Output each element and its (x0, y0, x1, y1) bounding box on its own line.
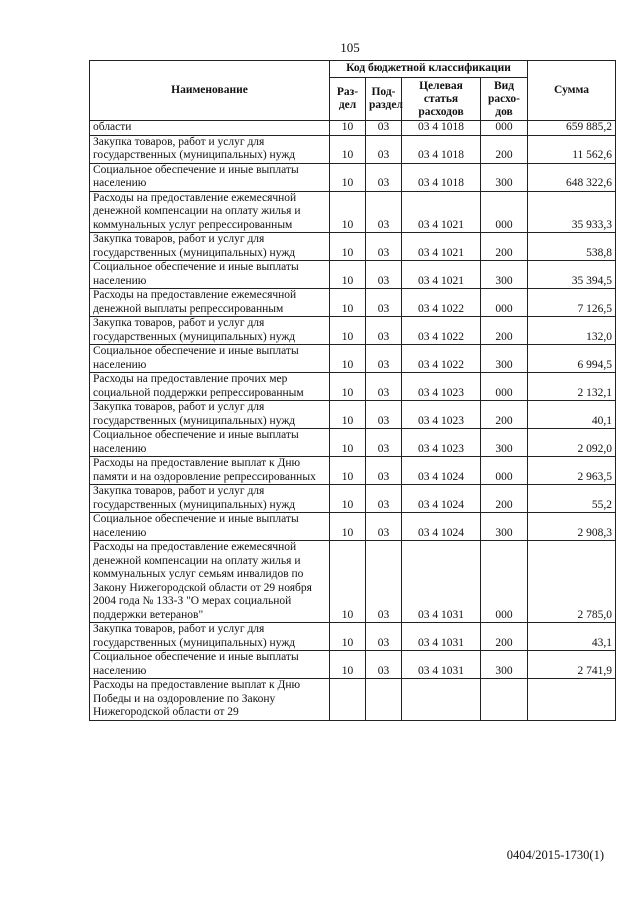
cell-target: 03 4 1031 (402, 623, 481, 651)
table-row (90, 623, 616, 651)
table-row (90, 233, 616, 261)
cell-name: Расходы на предоставление выплат к Дню памяти и на оздоровление репрессированных (90, 457, 330, 485)
cell-name: Социальное обеспечение и иные выплаты населению (90, 261, 330, 289)
cell-kind: 300 (481, 261, 528, 289)
header-classification-group: Код бюджетной классификации (330, 61, 528, 78)
cell-kind: 000 (481, 191, 528, 233)
document-number: 0404/2015-1730(1) (506, 848, 604, 862)
cell-subsection: 03 (366, 541, 402, 623)
cell-kind: 200 (481, 401, 528, 429)
table-row (90, 651, 616, 679)
cell-name: Социальное обеспечение и иные выплаты населению (90, 513, 330, 541)
cell-kind: 200 (481, 485, 528, 513)
cell-section: 10 (330, 345, 366, 373)
cell-sum: 132,0 (528, 317, 616, 345)
table-row (90, 373, 616, 401)
table-row (90, 345, 616, 373)
cell-section: 10 (330, 541, 366, 623)
cell-name: Закупка товаров, работ и услуг для государственных (муниципальных) нужд (90, 135, 330, 163)
cell-section: 10 (330, 233, 366, 261)
cell-kind: 300 (481, 163, 528, 191)
cell-target: 03 4 1031 (402, 541, 481, 623)
cell-kind: 000 (481, 121, 528, 136)
cell-section: 10 (330, 261, 366, 289)
budget-table (89, 60, 616, 721)
cell-kind: 300 (481, 345, 528, 373)
cell-kind: 300 (481, 513, 528, 541)
cell-sum: 2 741,9 (528, 651, 616, 679)
table-row (90, 135, 616, 163)
table-row (90, 457, 616, 485)
header-sum: Сумма (528, 61, 616, 121)
cell-kind (481, 679, 528, 721)
header-row-group (90, 61, 616, 78)
cell-sum: 35 394,5 (528, 261, 616, 289)
cell-name: Закупка товаров, работ и услуг для государственных (муниципальных) нужд (90, 485, 330, 513)
cell-sum: 35 933,3 (528, 191, 616, 233)
cell-section: 10 (330, 191, 366, 233)
header-section-text: Раз- дел (336, 86, 359, 111)
cell-subsection: 03 (366, 261, 402, 289)
cell-target: 03 4 1023 (402, 429, 481, 457)
cell-sum: 55,2 (528, 485, 616, 513)
cell-subsection: 03 (366, 401, 402, 429)
cell-name: Расходы на предоставление ежемесячной денежной компенсации на оплату жилья и коммунальных услуг репрессированным (90, 191, 330, 233)
cell-name: Социальное обеспечение и иные выплаты населению (90, 163, 330, 191)
cell-name: Расходы на предоставление ежемесячной денежной выплаты репрессированным (90, 289, 330, 317)
cell-target (402, 679, 481, 721)
cell-subsection: 03 (366, 191, 402, 233)
table-row (90, 191, 616, 233)
cell-target: 03 4 1031 (402, 651, 481, 679)
cell-target: 03 4 1024 (402, 513, 481, 541)
cell-subsection (366, 679, 402, 721)
header-name: Наименование (90, 61, 330, 121)
header-subsection-text: Под- раздел (369, 86, 403, 111)
cell-kind: 200 (481, 623, 528, 651)
cell-section: 10 (330, 373, 366, 401)
cell-subsection: 03 (366, 317, 402, 345)
cell-sum: 659 885,2 (528, 121, 616, 136)
cell-section: 10 (330, 289, 366, 317)
cell-name: Закупка товаров, работ и услуг для государственных (муниципальных) нужд (90, 233, 330, 261)
cell-subsection: 03 (366, 429, 402, 457)
cell-section: 10 (330, 135, 366, 163)
cell-sum: 6 994,5 (528, 345, 616, 373)
cell-sum: 43,1 (528, 623, 616, 651)
cell-target: 03 4 1023 (402, 401, 481, 429)
cell-section: 10 (330, 401, 366, 429)
table-row (90, 261, 616, 289)
table-row (90, 317, 616, 345)
cell-subsection: 03 (366, 345, 402, 373)
header-section (330, 78, 366, 121)
cell-section: 10 (330, 513, 366, 541)
cell-sum (528, 679, 616, 721)
cell-kind: 300 (481, 429, 528, 457)
cell-name: Социальное обеспечение и иные выплаты населению (90, 345, 330, 373)
cell-target: 03 4 1022 (402, 317, 481, 345)
cell-target: 03 4 1018 (402, 163, 481, 191)
cell-name: Расходы на предоставление выплат к Дню Победы и на оздоровление по Закону Нижегородской области от 29 (90, 679, 330, 721)
cell-section: 10 (330, 429, 366, 457)
cell-sum: 7 126,5 (528, 289, 616, 317)
cell-kind: 200 (481, 317, 528, 345)
cell-name: Расходы на предоставление прочих мер социальной поддержки репрессированным (90, 373, 330, 401)
cell-subsection: 03 (366, 135, 402, 163)
cell-subsection: 03 (366, 121, 402, 136)
cell-subsection: 03 (366, 163, 402, 191)
cell-subsection: 03 (366, 485, 402, 513)
cell-section (330, 679, 366, 721)
cell-section: 10 (330, 121, 366, 136)
header-target (402, 78, 481, 121)
cell-sum: 538,8 (528, 233, 616, 261)
table-row (90, 485, 616, 513)
cell-target: 03 4 1021 (402, 261, 481, 289)
cell-subsection: 03 (366, 233, 402, 261)
cell-subsection: 03 (366, 513, 402, 541)
cell-kind: 000 (481, 457, 528, 485)
table-row (90, 541, 616, 623)
cell-sum: 2 963,5 (528, 457, 616, 485)
cell-target: 03 4 1021 (402, 233, 481, 261)
cell-subsection: 03 (366, 289, 402, 317)
cell-target: 03 4 1022 (402, 289, 481, 317)
table-row (90, 429, 616, 457)
table-body (90, 121, 616, 721)
cell-subsection: 03 (366, 623, 402, 651)
cell-target: 03 4 1018 (402, 121, 481, 136)
table-row (90, 401, 616, 429)
cell-name: Социальное обеспечение и иные выплаты населению (90, 429, 330, 457)
cell-section: 10 (330, 457, 366, 485)
cell-kind: 200 (481, 135, 528, 163)
table-row (90, 163, 616, 191)
header-subsection (366, 78, 402, 121)
table-header (90, 61, 616, 121)
header-target-text: Целевая статья расходов (418, 79, 464, 118)
cell-subsection: 03 (366, 373, 402, 401)
table-row (90, 121, 616, 136)
header-kind (481, 78, 528, 121)
cell-kind: 000 (481, 289, 528, 317)
cell-section: 10 (330, 651, 366, 679)
header-kind-text: Вид расхо- дов (488, 79, 521, 118)
cell-section: 10 (330, 485, 366, 513)
cell-target: 03 4 1024 (402, 457, 481, 485)
cell-name: Закупка товаров, работ и услуг для государственных (муниципальных) нужд (90, 623, 330, 651)
cell-name: Закупка товаров, работ и услуг для государственных (муниципальных) нужд (90, 317, 330, 345)
cell-kind: 000 (481, 541, 528, 623)
cell-target: 03 4 1022 (402, 345, 481, 373)
page-number (0, 40, 640, 56)
cell-section: 10 (330, 163, 366, 191)
cell-sum: 40,1 (528, 401, 616, 429)
cell-target: 03 4 1023 (402, 373, 481, 401)
cell-sum: 11 562,6 (528, 135, 616, 163)
cell-kind: 300 (481, 651, 528, 679)
cell-section: 10 (330, 317, 366, 345)
cell-target: 03 4 1024 (402, 485, 481, 513)
cell-name: Закупка товаров, работ и услуг для государственных (муниципальных) нужд (90, 401, 330, 429)
page-number-text: 105 (340, 40, 360, 55)
cell-sum: 2 092,0 (528, 429, 616, 457)
cell-name: Социальное обеспечение и иные выплаты населению (90, 651, 330, 679)
cell-section: 10 (330, 623, 366, 651)
cell-sum: 2 132,1 (528, 373, 616, 401)
cell-sum: 2 785,0 (528, 541, 616, 623)
cell-name: Расходы на предоставление ежемесячной денежной компенсации на оплату жилья и коммунальных услуг семьям инвалидов по Закону Нижегородской области от 29 ноября 2004 года № 133-З "О мерах социальной поддержки ветеранов" (90, 541, 330, 623)
cell-name: области (90, 121, 330, 136)
cell-subsection: 03 (366, 457, 402, 485)
cell-sum: 2 908,3 (528, 513, 616, 541)
cell-subsection: 03 (366, 651, 402, 679)
table-row (90, 513, 616, 541)
cell-sum: 648 322,6 (528, 163, 616, 191)
cell-kind: 200 (481, 233, 528, 261)
cell-target: 03 4 1018 (402, 135, 481, 163)
table-row (90, 289, 616, 317)
cell-target: 03 4 1021 (402, 191, 481, 233)
table-row (90, 679, 616, 721)
cell-kind: 000 (481, 373, 528, 401)
